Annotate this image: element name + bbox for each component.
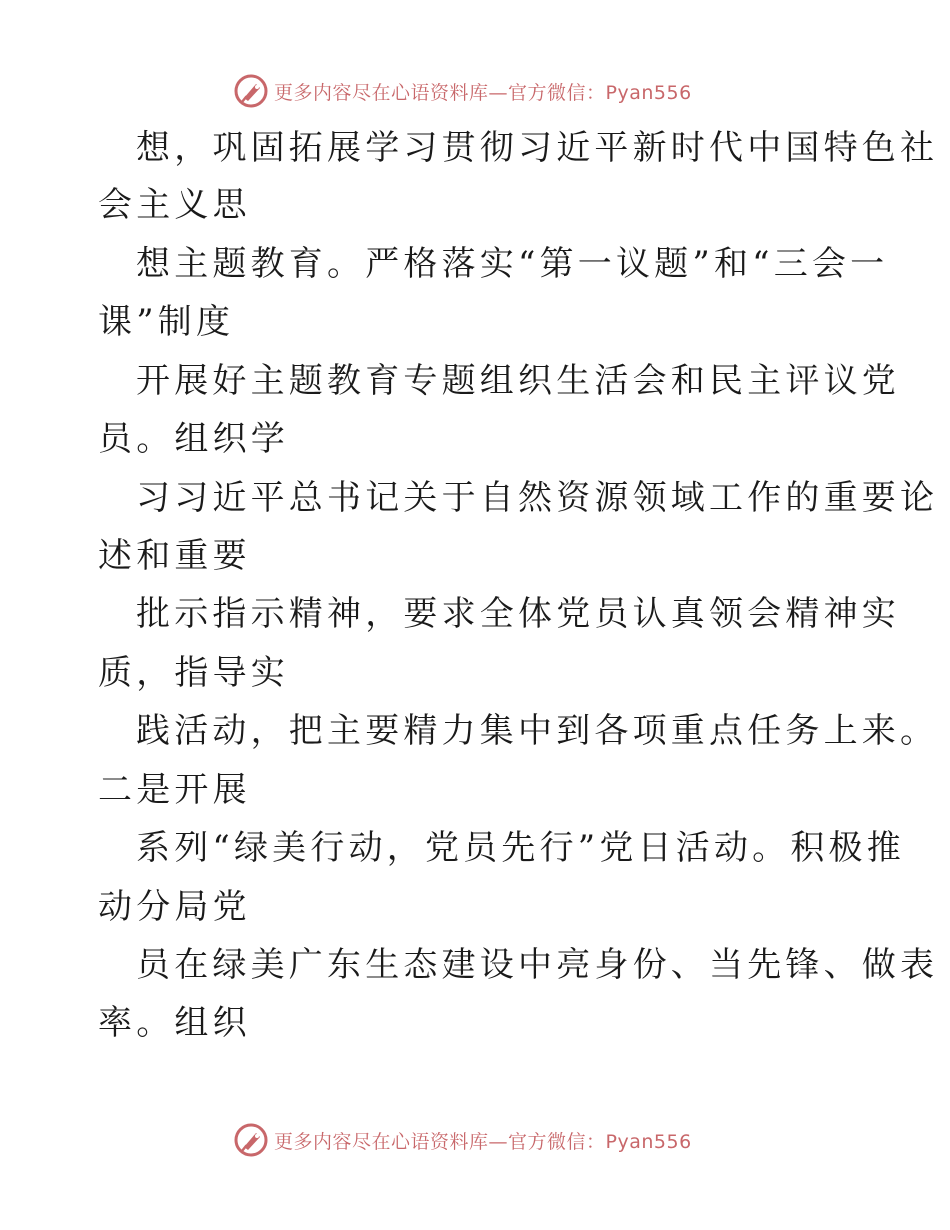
watermark-text (274, 78, 692, 105)
paragraph-line: 二是开展 (98, 770, 251, 810)
paragraph-line: 开展好主题教育专题组织生活会和民主评议党 (136, 361, 900, 401)
pen-nib-logo-icon (234, 74, 268, 108)
watermark-text-en: Pyan556 (605, 81, 692, 104)
watermark-text (274, 1127, 692, 1154)
paragraph-line: 践活动，把主要精力集中到各项重点任务上来。 (136, 711, 939, 751)
paragraph-line: 会主义思 (98, 185, 251, 225)
paragraph-line: 课”制度 (98, 302, 235, 342)
paragraph-line: 动分局党 (98, 887, 251, 927)
paragraph-line: 员在绿美广东生态建设中亮身份、当先锋、做表 (136, 945, 939, 985)
paragraph-line: 率。组织 (98, 1003, 251, 1043)
paragraph-line: 批示指示精神，要求全体党员认真领会精神实 (136, 594, 900, 634)
paragraph-line: 想主题教育。严格落实“第一议题”和“三会一 (136, 244, 889, 284)
paragraph-line: 质，指导实 (98, 653, 289, 693)
paragraph-line: 想，巩固拓展学习贯彻习近平新时代中国特色社 (136, 128, 939, 168)
footer-watermark (234, 1122, 692, 1158)
pen-nib-logo-icon (234, 1123, 268, 1157)
watermark-text-cn: 更多内容尽在心语资料库—官方微信： (274, 1130, 606, 1153)
paragraph-line: 习习近平总书记关于自然资源领域工作的重要论 (136, 478, 939, 518)
paragraph-line: 述和重要 (98, 536, 251, 576)
header-watermark (234, 73, 692, 109)
paragraph-line: 系列“绿美行动，党员先行”党日活动。积极推 (136, 828, 905, 868)
watermark-text-cn: 更多内容尽在心语资料库—官方微信： (274, 81, 606, 104)
paragraph-line: 员。组织学 (98, 419, 289, 459)
watermark-text-en: Pyan556 (605, 1130, 692, 1153)
